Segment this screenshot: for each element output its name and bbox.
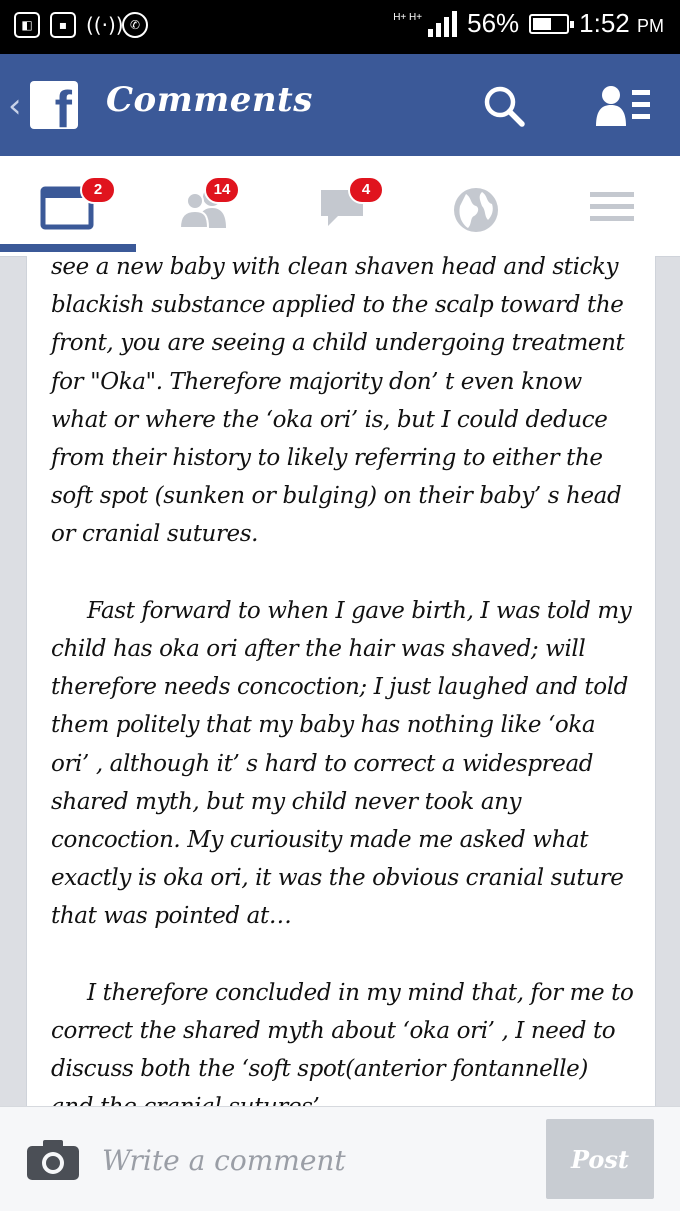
- post-line: ori’ , although it’ s hard to correct a widespread: [51, 750, 594, 777]
- clock-time: 1:52: [579, 8, 630, 38]
- messages-badge: 4: [348, 176, 384, 204]
- system-indicators: [393, 8, 664, 39]
- whatsapp-icon: ✆: [122, 12, 148, 38]
- app-header: [0, 54, 680, 156]
- post-line: or cranial sutures.: [51, 521, 259, 548]
- post-line: from their history to likely referring to either the: [51, 445, 603, 472]
- network-type: H+ H+: [393, 11, 423, 23]
- comment-composer: [0, 1106, 680, 1211]
- post-line: see a new baby with clean shaven head and sticky: [51, 254, 619, 280]
- hotspot-icon: ((·)): [86, 13, 124, 37]
- post-line: correct the shared myth about ‘oka ori’ , I need to: [51, 1018, 616, 1045]
- search-icon[interactable]: [482, 84, 526, 128]
- post-line: discuss both the ‘soft spot(anterior fontannelle): [51, 1056, 588, 1083]
- post-line: exactly is oka ori, it was the obvious cranial suture: [51, 865, 624, 892]
- tab-messages[interactable]: [318, 176, 378, 236]
- tab-news-feed[interactable]: [40, 176, 103, 236]
- facebook-logo-icon[interactable]: f: [30, 81, 78, 129]
- comment-input[interactable]: [100, 1133, 534, 1187]
- tab-more[interactable]: [588, 176, 648, 236]
- tab-notifications[interactable]: [452, 176, 512, 236]
- post-button[interactable]: Post: [546, 1119, 654, 1199]
- post-content[interactable]: [26, 256, 656, 1106]
- image-notification-icon: ▪: [50, 12, 76, 38]
- post-line: that was pointed at…: [51, 903, 292, 930]
- battery-icon: [529, 14, 569, 34]
- app-notification-icon: ◧: [14, 12, 40, 38]
- post-line: child has oka ori after the hair was shaved; will: [51, 636, 586, 663]
- back-chevron-icon[interactable]: ‹: [8, 86, 22, 126]
- post-line: Fast forward to when I gave birth, I was told my: [87, 597, 632, 624]
- paragraph-gap: [51, 554, 641, 592]
- paragraph-gap: [51, 936, 641, 974]
- post-line: them politely that my baby has nothing like ‘oka: [51, 712, 596, 739]
- menu-icon: [588, 186, 636, 226]
- tab-bar: [0, 156, 680, 257]
- friends-list-icon[interactable]: [594, 84, 652, 128]
- notification-icons: [14, 12, 148, 38]
- tab-friend-requests[interactable]: [178, 176, 238, 236]
- post-body: [51, 248, 641, 1127]
- battery-level: [533, 18, 551, 30]
- post-line: shared myth, but my child never took any: [51, 788, 522, 815]
- news-feed-badge: 2: [80, 176, 116, 204]
- post-line: therefore needs concoction; I just laughed and told: [51, 674, 628, 701]
- friend-requests-badge: 14: [204, 176, 240, 204]
- camera-icon[interactable]: [26, 1139, 80, 1181]
- clock-ampm: PM: [637, 16, 664, 36]
- post-line: blackish substance applied to the scalp toward the: [51, 292, 624, 319]
- clock: [579, 8, 664, 39]
- post-line: I therefore concluded in my mind that, for me to: [87, 979, 634, 1006]
- post-line: soft spot (sunken or bulging) on their baby’ s head: [51, 483, 622, 510]
- post-line: concoction. My curiousity made me asked what: [51, 827, 589, 854]
- status-bar: [0, 0, 680, 54]
- signal-icon: [428, 11, 457, 37]
- post-line: for "Oka". Therefore majority don’ t even know: [51, 368, 582, 395]
- globe-icon: [452, 186, 500, 234]
- post-line: front, you are seeing a child undergoing treatment: [51, 330, 625, 357]
- post-line: what or where the ‘oka ori’ is, but I could deduce: [51, 406, 608, 433]
- battery-percent: 56%: [467, 8, 520, 38]
- page-title: Comments: [106, 80, 313, 120]
